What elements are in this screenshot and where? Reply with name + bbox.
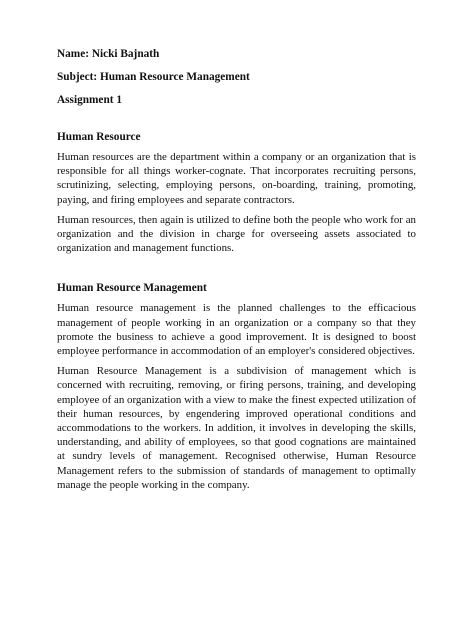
section-heading: Human Resource Management <box>57 282 207 295</box>
paragraph: Human resource management is the planned challenges to the efficacious management of people working in an organization or a company so that they promote the business to achieve a good improvement. It is designed to boost employee performance in accommodation of an employer's considered objectives. <box>57 302 416 358</box>
spacer <box>57 116 416 130</box>
subject-line: Subject: Human Resource Management <box>57 71 250 83</box>
assignment-title: Assignment 1 <box>57 94 122 106</box>
student-name: Name: Nicki Bajnath <box>57 48 160 60</box>
paragraph: Human resources are the department within a company or an organization that is responsible for all things worker-cognate. That incorporates recruiting persons, scrutinizing, selecting, employing persons, on-boarding, training, promoting, paying, and firing employees and separate contractors. <box>57 151 416 206</box>
paragraph: Human Resource Management is a subdivision of management which is concerned with recruiting, removing, or firing persons, training, and developing employee of an organization with a view to make the finest expected utilization of their human resources, by engendering improved operational conditions and accommodations to the workers. In addition, it involves in developing the skills, understanding, and ability of employees, so that good cognations are maintained at sundry levels of management. Recognised otherwise, Human Resource Management refers to the submission of standards of management to optimally manage the people working in the company. <box>57 365 416 491</box>
paragraph: Human resources, then again is utilized to define both the people who work for an organization and the division in charge for overseeing assets associated to organization and management functions. <box>57 213 416 255</box>
document-content <box>57 47 416 498</box>
section-human-resource-management <box>57 281 416 492</box>
section-human-resource <box>57 130 416 255</box>
section-heading: Human Resource <box>57 131 141 143</box>
spacer <box>57 261 416 281</box>
